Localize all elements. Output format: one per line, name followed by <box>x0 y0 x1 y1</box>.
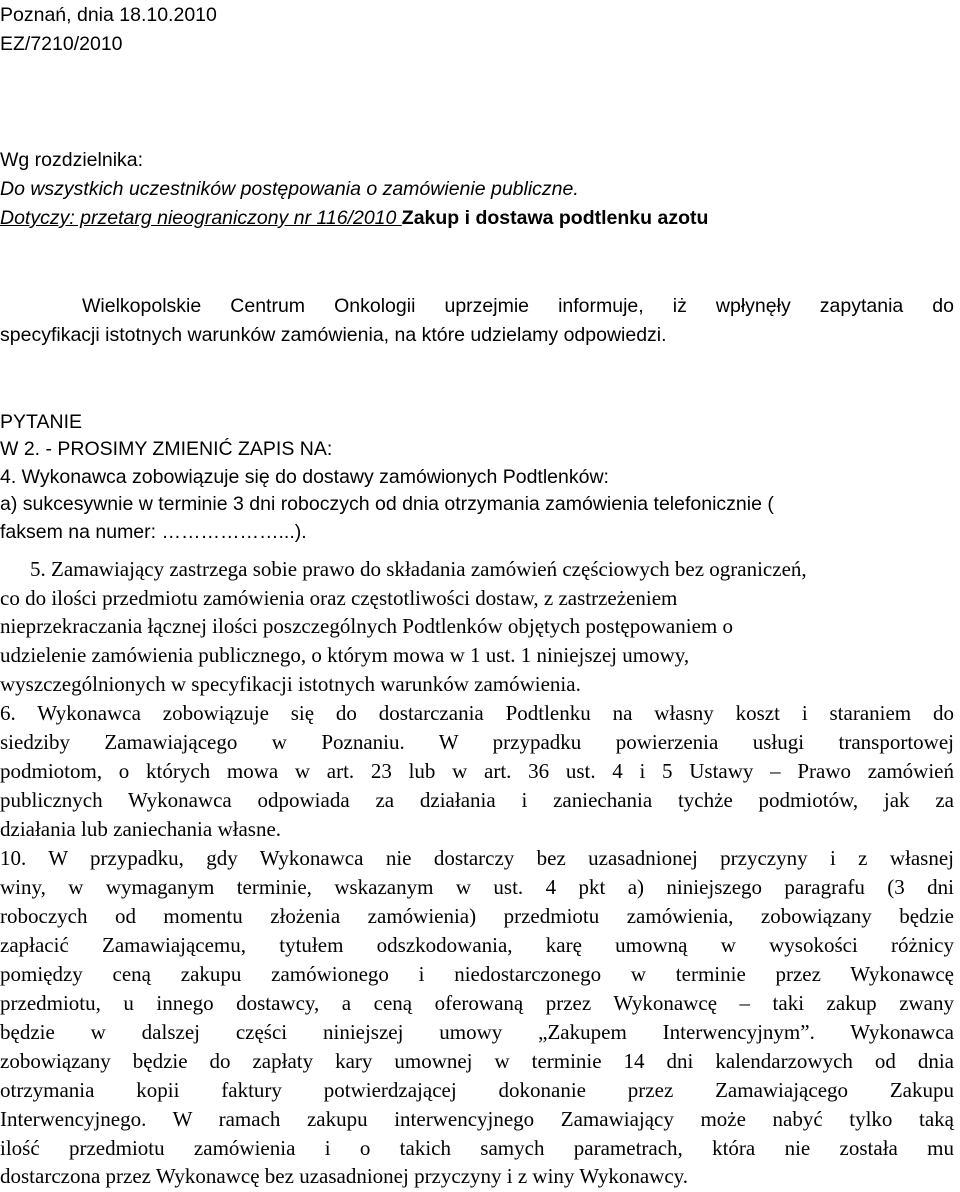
paragraph-10-line-3: roboczych od momentu złożenia zamówienia) przedmiotu zamówienia, zobowiązany będzie <box>0 904 954 928</box>
paragraph-10-line-11: ilość przedmiotu zamówienia i o takich samych parametrach, która nie została mu <box>0 1136 954 1160</box>
intro-line-1: Wielkopolskie Centrum Onkologii uprzejmie informuje, iż wpłynęły zapytania do <box>82 295 954 317</box>
paragraph-6-line-2: siedziby Zamawiającego w Poznaniu. W przypadku powierzenia usługi transportowej <box>0 730 954 754</box>
paragraph-5-line-2: co do ilości przedmiotu zamówienia oraz częstotliwości dostaw, z zastrzeżeniem <box>0 586 678 610</box>
question-line-4: faksem na numer: ………………...). <box>0 521 307 543</box>
paragraph-6-line-1: 6. Wykonawca zobowiązuje się do dostarczania Podtlenku na własny koszt i staraniem do <box>0 701 954 725</box>
paragraph-5-line-3: nieprzekraczania łącznej ilości poszczególnych Podtlenków objętych postępowaniem o <box>0 614 733 638</box>
subject-line <box>0 205 954 232</box>
paragraph-10-line-7: będzie w dalszej części niniejszej umowy „Zakupem Interwencyjnym”. Wykonawca <box>0 1020 954 1044</box>
paragraph-10-line-10: Interwencyjnego. W ramach zakupu interwencyjnego Zamawiający może nabyć tylko taką <box>0 1107 954 1131</box>
paragraph-6-line-3: podmiotom, o których mowa w art. 23 lub w art. 36 ust. 4 i 5 Ustawy – Prawo zamówień <box>0 759 954 783</box>
paragraph-10-line-4: zapłacić Zamawiającemu, tytułem odszkodowania, karę umowną w wysokości różnicy <box>0 933 954 957</box>
paragraph-10-line-2: winy, w wymaganym terminie, wskazanym w ust. 4 pkt a) niniejszego paragrafu (3 dni <box>0 875 954 899</box>
paragraph-10-line-6: przedmiotu, u innego dostawcy, a ceną oferowaną przez Wykonawcę – taki zakup zwany <box>0 991 954 1015</box>
reference-number: EZ/7210/2010 <box>0 33 123 55</box>
paragraph-5-line-1: 5. Zamawiający zastrzega sobie prawo do składania zamówień częściowych bez ograniczeń, <box>30 557 807 581</box>
paragraph-5-line-5: wyszczególnionych w specyfikacji istotnych warunków zamówienia. <box>0 672 581 696</box>
paragraph-10-line-9: otrzymania kopii faktury potwierdzającej dokonanie przez Zamawiającego Zakupu <box>0 1078 954 1102</box>
paragraph-10-line-5: pomiędzy ceną zakupu zamówionego i niedostarczonego w terminie przez Wykonawcę <box>0 962 954 986</box>
place-date: Poznań, dnia 18.10.2010 <box>0 4 217 26</box>
intro-line-2: specyfikacji istotnych warunków zamówienia, na które udzielamy odpowiedzi. <box>0 324 667 346</box>
paragraph-10-line-8: zobowiązany będzie do zapłaty kary umownej w terminie 14 dni kalendarzowych od dnia <box>0 1049 954 1073</box>
distribution-recipients: Do wszystkich uczestników postępowania o zamówienie publiczne. <box>0 178 579 200</box>
subject-title: Zakup i dostawa podtlenku azotu <box>401 207 709 229</box>
subject-prefix: Dotyczy: przetarg nieograniczony nr 116/2010 <box>0 207 402 229</box>
paragraph-10-line-12: dostarczona przez Wykonawcę bez uzasadnionej przyczyny i z winy Wykonawcy. <box>0 1164 689 1188</box>
distribution-label: Wg rozdzielnika: <box>0 149 144 171</box>
question-line-3: a) sukcesywnie w terminie 3 dni roboczych od dnia otrzymania zamówienia telefonicznie ( <box>0 493 774 515</box>
question-heading: PYTANIE <box>0 411 82 433</box>
paragraph-10-line-1: 10. W przypadku, gdy Wykonawca nie dostarczy bez uzasadnionej przyczyny i z własnej <box>0 846 954 870</box>
paragraph-6-line-4: publicznych Wykonawca odpowiada za działania i zaniechania tychże podmiotów, jak za <box>0 788 954 812</box>
question-line-2: 4. Wykonawca zobowiązuje się do dostawy zamówionych Podtlenków: <box>0 466 609 488</box>
question-line-1: W 2. - PROSIMY ZMIENIĆ ZAPIS NA: <box>0 438 333 460</box>
paragraph-6-line-5: działania lub zaniechania własne. <box>0 817 282 841</box>
paragraph-5-line-4: udzielenie zamówienia publicznego, o którym mowa w 1 ust. 1 niniejszej umowy, <box>0 643 690 667</box>
